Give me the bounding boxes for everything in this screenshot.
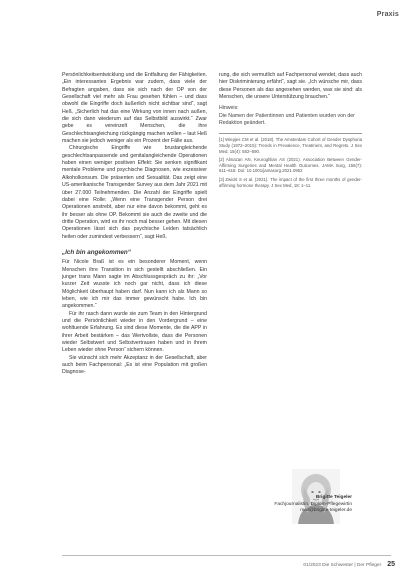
- right-column: [219, 72, 362, 191]
- page-number: 25: [387, 561, 395, 568]
- references-divider: [219, 133, 362, 134]
- body-paragraph: Sie wünscht sich mehr Akzeptanz in der Gesellschaft, aber auch beim Fachpersonal: „Es ist eine Population mit großen Diagnose-: [62, 354, 207, 376]
- note-text: Die Namen der Patientinnen und Patienten wurden von der Redaktion geändert.: [219, 112, 355, 127]
- body-paragraph: Chirurgische Eingriffe wie brustangleichende geschlechtsanpassende und genitalangleichende Operationen haben einen weniger positiven Effekt: Sie senken signifikant mentale Probleme und psychische Diagnosen, wie exzessiver Alkoholkonsum. Die präsenten und Sexualität. Das zeigt eine US-amerikanische Transgender Survey aus dem Jahr 2021 mit über 27.000 Teilnehmenden. Die Anzahl der Eingriffe spielt dabei eine Rolle: „Wenn eine Transgender Person drei Operationen anstrebt, aber nur eine davon bekommt, geht es ihr besser als ohne OP. Bekommt sie auch die zweite und die dritte Operation, wird es ihr noch mal besser gehen. Mit diesen Operationen lässt sich das psychische Leiden tatsächlich heilen oder zumindest verbessern“, sagt Heß.: [62, 145, 207, 240]
- section-label: Praxis: [376, 11, 399, 18]
- author-email[interactable]: mail@brigitte-teigeler.de: [300, 508, 352, 514]
- footer-journal: 01/2023 Die Schwester | Der Pfleger: [303, 563, 382, 568]
- reference-item: [3] Zwickl S et al. (2021). The impact of the first three months of gender-affirming hormone therapy. J Sex Med, 18: 1–11.: [219, 176, 362, 188]
- author-role: Fachjournalistin, Diplom-Pflegewirtin: [274, 501, 352, 507]
- reference-item: [1] Wiepjes CM et al. (2018). The Amsterdam Cohort of Gender Dysphoria Study (1972–2015): Trends in Prevalence, Treatment, and Regrets. J Sex Med, 15(4): 582–590.: [219, 137, 362, 154]
- page-footer: [303, 561, 395, 568]
- footer-divider: [62, 555, 391, 556]
- author-caption: [218, 495, 352, 515]
- note-heading: Hinweis:: [219, 105, 239, 112]
- references-list: [219, 137, 362, 188]
- author-name: Brigitte Teigeler: [315, 495, 352, 500]
- left-column: [62, 72, 207, 377]
- body-paragraph: Für ihr rasch dann wurde sie zum Team in den Hintergrund und die Persönlichkeit wieder in den Vordergrund – eine wohltuende Erfahrung. Es sind diese Momente, die die APP in ihrer Arbeit bestärken – das Wertvollste, dass die Personen wieder Selbstwert und Selbstvertrauen haben und in ihrem Leben wieder ohne Person“ sichern können.: [62, 310, 207, 354]
- body-paragraph: Für Nicole Braß ist es ein besonderer Moment, wenn Menschen ihre Transition in sich gestellt abschließen. Ein junger trans Mann sagte im Abschlussgespräch zu ihr: „Vor kurzer Zeit wusste ich noch gar nicht, dass ich diese Möglichkeit überhaupt haben darf. Nun kann ich als Mann so leben, wie ich mir das immer gewünscht habe. Ich bin angekommen.“: [62, 259, 207, 310]
- body-paragraph: rung, die sich vermutlich auf Fachpersonal wendet, dass auch hier Diskriminierung erfährt“, sagt sie. „Ich wünsche mir, dass diese Personen als das angesehen werden, was sie sind: als Menschen, die unsere Unterstützung brauchen.“: [219, 72, 362, 101]
- reference-item: [2] Almazan AN, Keuroghlian AS (2021). Association Between Gender-Affirming Surgeries and Mental Health Outcomes. JAMA Surg, 156(7): 611–618. Doi: 10.1001/jamasurg.2021.0952: [219, 157, 362, 174]
- section-subheading: „Ich bin angekommen“: [62, 248, 131, 256]
- body-paragraph: Persönlichkeitsentwicklung und die Entfaltung der Fähigkeiten. „Ein interessantes Ergebnis war zudem, dass viele der Befragten angaben, dass sie sich nach der OP von der Gesellschaft viel mehr als Frau gesehen fühlen – und dass obwohl die Eingriffe doch äußerlich nicht sichtbar sind“, sagt Heß. „Sicherlich hat das eine Wirkung von innen nach außen, die sich dann wiederum auf das Selbstbild auswirkt.“ Zwar gebe es vereinzelt Menschen, die ihre Geschlechtsangleichung rückgängig machen wollen – laut Heß machen sie jedoch weniger als ein Prozent der Fälle aus.: [62, 72, 207, 145]
